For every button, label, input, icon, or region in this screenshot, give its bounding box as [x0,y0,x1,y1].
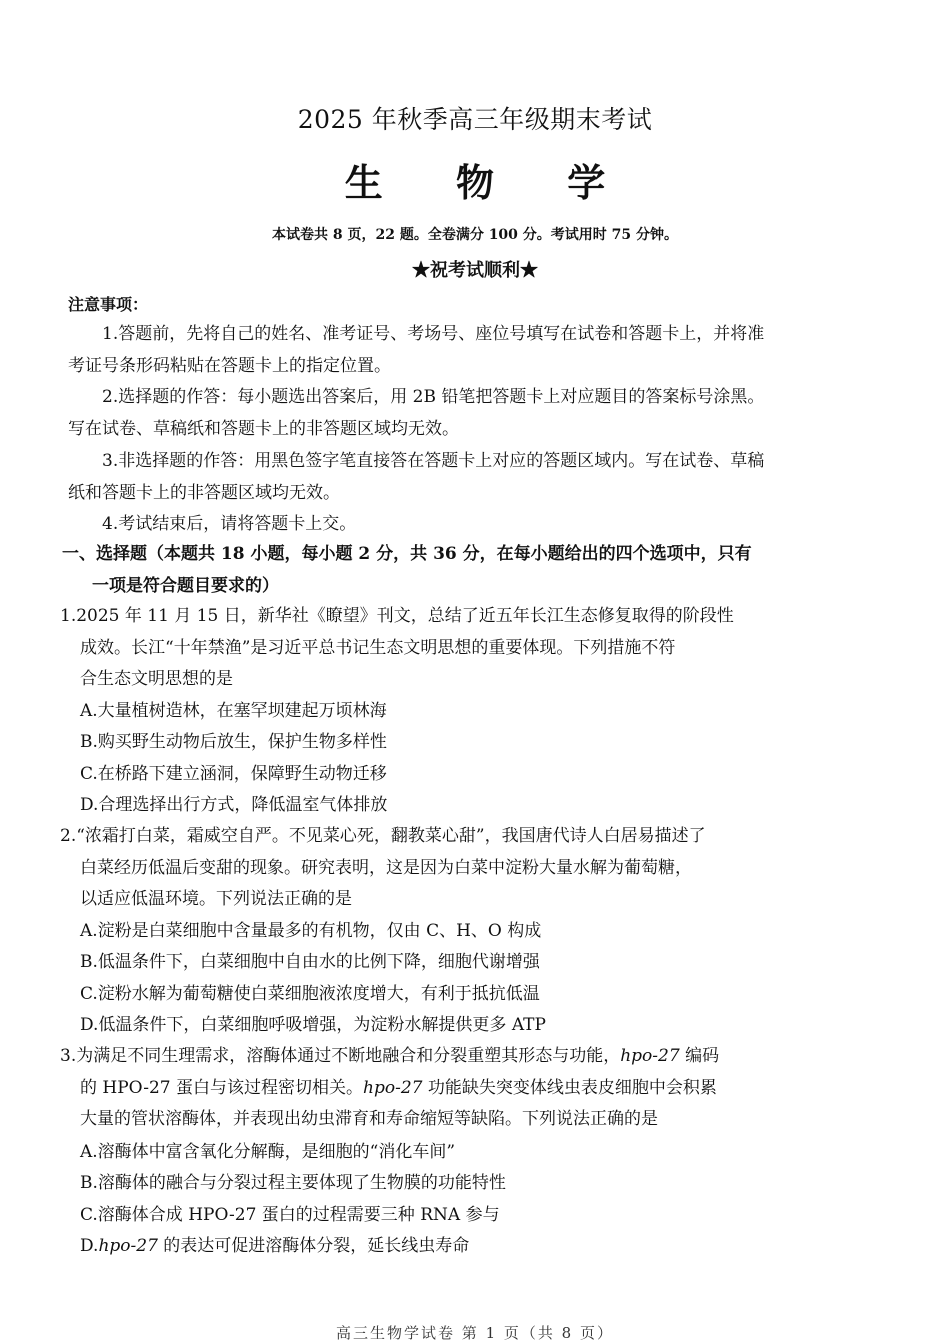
question-1-line3: 合生态文明思想的是 [80,669,233,689]
question-1-option-d: D.合理选择出行方式，降低温室气体排放 [80,795,388,815]
question-3-line1 [60,1046,719,1066]
page-footer: 高三生物学试卷 第 1 页（共 8 页） [336,1324,614,1342]
note-item-3: 3.非选择题的作答：用黑色签字笔直接答在答题卡上对应的答题区域内。写在试卷、草稿纸和答题卡上的非答题区域均无效。 [68,451,765,503]
question-3-line2 [60,1073,772,1105]
question-3-option-b: B.溶酶体的融合与分裂过程主要体现了生物膜的功能特性 [80,1173,506,1193]
question-1-option-a: A.大量植树造林，在塞罕坝建起万顷林海 [80,701,387,721]
question-2-option-b: B.低温条件下，白菜细胞中自由水的比例下降，细胞代谢增强 [80,952,540,972]
question-3-option-d [80,1231,760,1261]
question-2-stem [60,821,772,916]
note-item-4: 4.考试结束后，请将答题卡上交。 [102,514,357,534]
exam-info: 本试卷共 8 页，22 题。全卷满分 100 分。考试用时 75 分钟。 [271,227,679,243]
question-2-line2: 白菜经历低温后变甜的现象。研究表明，这是因为白菜中淀粉大量水解为葡萄糖， [80,857,692,878]
option-d-text: 的表达可促进溶酶体分裂，延长线虫寿命 [157,1236,470,1256]
question-1-option-b: B.购买野生动物后放生，保护生物多样性 [80,732,387,752]
question-3-option-a: A.溶酶体中富含氧化分解酶，是细胞的“消化车间” [80,1142,456,1162]
notes-title: 注意事项： [68,295,149,314]
note-item-2: 2.选择题的作答：每小题选出答案后，用 2B 铅笔把答题卡上对应题目的答案标号涂黑。写在试卷、草稿纸和答题卡上的非答题区域均无效。 [68,387,765,439]
option-d-label: D. [80,1236,99,1256]
section-heading-line1: 一、选择题（本题共 18 小题，每小题 2 分，共 36 分，在每小题给出的四个选项中，只有 [62,544,752,564]
question-1-line1: 1.2025 年 11 月 15 日，新华社《瞭望》刊文，总结了近五年长江生态修复取得的阶段性 [60,606,734,626]
question-3-line3: 大量的管状溶酶体，并表现出幼虫滞育和寿命缩短等缺陷。下列说法正确的是 [80,1109,658,1129]
question-3-line1-end: 编码 [679,1046,720,1066]
exam-title: 2025 年秋季高三年级期末考试 [297,105,653,134]
question-2-option-d: D.低温条件下，白菜细胞呼吸增强，为淀粉水解提供更多 ATP [80,1015,546,1035]
question-2-line3: 以适应低温环境。下列说法正确的是 [80,889,352,909]
question-2-line1: 2.“浓霜打白菜，霜威空自严。不见菜心死，翻教菜心甜”，我国唐代诗人白居易描述了 [60,826,706,846]
question-1-stem [60,601,772,696]
question-3-stem [60,1041,772,1136]
question-3-option-c: C.溶酶体合成 HPO-27 蛋白的过程需要三种 RNA 参与 [80,1205,500,1225]
good-luck-banner: ★祝考试顺利★ [412,260,538,281]
question-1-line2: 成效。长江“十年禁渔”是习近平总书记生态文明思想的重要体现。下列措施不符 [80,637,676,658]
subject-title: 生 物 学 [344,161,636,205]
note-item-1: 1.答题前，先将自己的姓名、准考证号、考场号、座位号填写在试卷和答题卡上，并将准考证号条形码粘贴在答题卡上的指定位置。 [68,324,765,376]
gene-name: hpo-27 [98,1236,158,1256]
section-heading-line2: 一项是符合题目要求的） [92,576,279,596]
question-3-line2-text: 的 HPO-27 蛋白与该过程密切相关。 [80,1077,364,1098]
section-heading [62,538,772,602]
question-2-option-c: C.淀粉水解为葡萄糖使白菜细胞液浓度增大，有利于抵抗低温 [80,984,540,1004]
question-3-line2-end: 功能缺失突变体线虫表皮细胞中会积累 [422,1077,717,1098]
gene-name: hpo-27 [363,1077,423,1098]
question-1-option-c: C.在桥路下建立涵洞，保障野生动物迁移 [80,764,387,784]
question-3-line1-text: 3.为满足不同生理需求，溶酶体通过不断地融合和分裂重塑其形态与功能， [60,1046,621,1066]
gene-name: hpo-27 [620,1046,680,1066]
question-2-option-a: A.淀粉是白菜细胞中含量最多的有机物，仅由 C、H、O 构成 [80,921,542,941]
